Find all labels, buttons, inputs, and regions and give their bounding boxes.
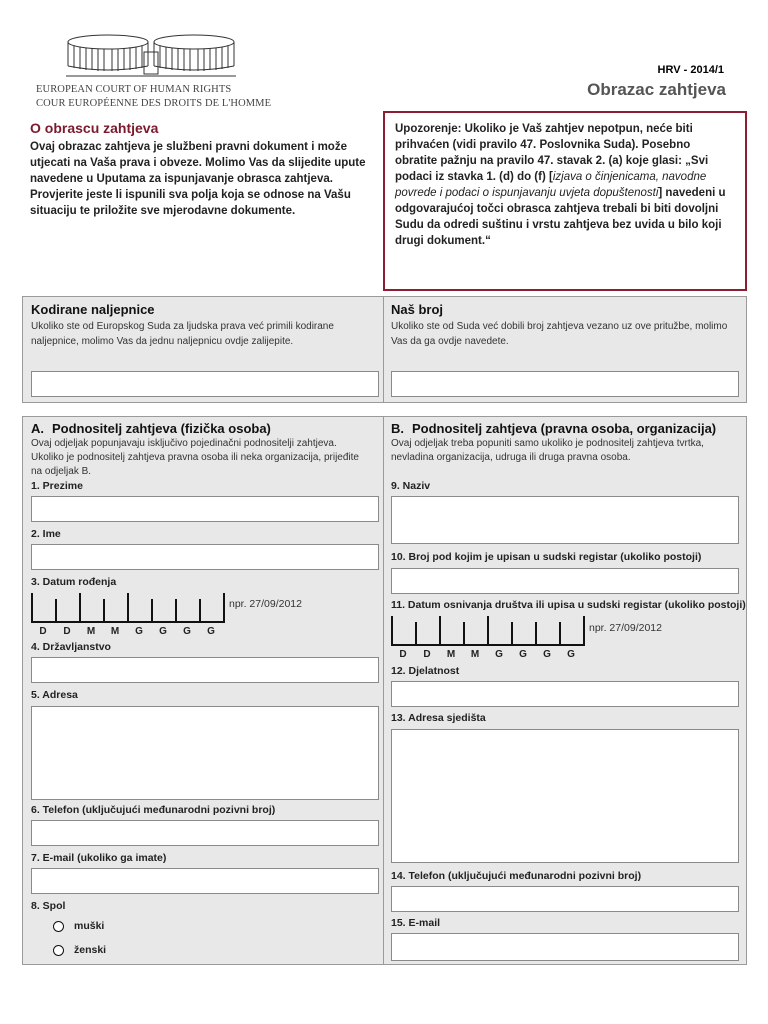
- birth-date-format: [31, 626, 223, 637]
- email-input[interactable]: [31, 868, 379, 894]
- about-form-text: Ovaj obrazac zahtjeva je službeni pravni dokument i može utjecati na Vaša prava i obveze. Molimo Vas da slijedite upute navedene u Uputama za ispunjavanje obrasca zahtjeva. Provjerite jeste li ispunili sva polja koja se odnose na Vašu situaciju te priložite sve mjerodavne dokumente.: [30, 141, 366, 217]
- founding-date-format: [391, 649, 583, 660]
- sex-option-male[interactable]: [53, 920, 104, 932]
- our-number-field[interactable]: [391, 371, 739, 397]
- phone-label: 6. Telefon (uključujući međunarodni pozivni broj): [31, 804, 276, 816]
- registry-number-label: 10. Broj pod kojim je upisan u sudski registar (ukoliko postoji): [391, 551, 702, 563]
- org-phone-label: 14. Telefon (uključujući međunarodni pozivni broj): [391, 870, 642, 882]
- date-cell-divider: [583, 616, 585, 646]
- date-format-letter: G: [207, 626, 215, 637]
- court-name-fr: COUR EUROPÉENNE DES DROITS DE L'HOMME: [36, 98, 272, 109]
- org-phone-input[interactable]: [391, 886, 739, 912]
- founding-date-label: 11. Datum osnivanja društva ili upisa u sudski registar (ukoliko postoji): [391, 599, 746, 611]
- phone-input[interactable]: [31, 820, 379, 846]
- date-format-letter: D: [39, 626, 47, 637]
- warning-text-end: ] navedeni u odgovarajućoj točci obrasca zahtjeva trebali bi biti dovoljni Sudu da odredi suštinu i vrstu zahtjeva bez uvida u bilo koji drugi dokument.“: [395, 187, 726, 247]
- activity-input[interactable]: [391, 681, 739, 707]
- date-format-letter: G: [567, 649, 575, 660]
- date-cell-divider: [391, 616, 393, 646]
- court-name-en: EUROPEAN COURT OF HUMAN RIGHTS: [36, 84, 232, 95]
- date-format-letter: G: [135, 626, 143, 637]
- form-code: HRV - 2014/1: [657, 64, 724, 76]
- radio-female[interactable]: [53, 945, 64, 956]
- sex-female-label: ženski: [74, 944, 107, 956]
- date-cell-divider: [487, 616, 489, 646]
- section-a-heading: [31, 421, 271, 436]
- form-title: Obrazac zahtjeva: [587, 80, 726, 99]
- registered-address-label: 13. Adresa sjedišta: [391, 712, 486, 724]
- nationality-input[interactable]: [31, 657, 379, 683]
- address-input[interactable]: [31, 706, 379, 800]
- date-format-letter: M: [86, 626, 96, 637]
- section-b-heading: [391, 421, 716, 436]
- org-name-input[interactable]: [391, 496, 739, 544]
- radio-male[interactable]: [53, 921, 64, 932]
- sex-label: 8. Spol: [31, 900, 66, 912]
- address-label: 5. Adresa: [31, 689, 78, 701]
- founding-date-example: npr. 27/09/2012: [589, 622, 662, 634]
- registry-number-input[interactable]: [391, 568, 739, 594]
- date-cell-divider: [559, 622, 561, 646]
- org-email-label: 15. E-mail: [391, 917, 441, 929]
- warning-box: [383, 111, 747, 291]
- date-format-letter: G: [543, 649, 551, 660]
- surname-input[interactable]: [31, 496, 379, 522]
- applicant-section: [22, 416, 747, 965]
- activity-label: 12. Djelatnost: [391, 665, 460, 677]
- coded-label-field[interactable]: [31, 371, 379, 397]
- warning-text-start: Upozorenje: Ukoliko je Vaš zahtjev nepotpun, neće biti prihvaćen (vidi pravilo 47. Poslovnika Suda). Posebno obratite pažnju na pravilo 47. stavak 2. (a) koje glasi: „Svi podaci iz stavka 1. (d) do (f) [: [395, 123, 709, 183]
- about-form-title: O obrascu zahtjeva: [30, 120, 159, 136]
- first-name-input[interactable]: [31, 544, 379, 570]
- registered-address-input[interactable]: [391, 729, 739, 863]
- date-format-letter: G: [159, 626, 167, 637]
- section-b-letter: B.: [391, 421, 404, 436]
- birth-date-input[interactable]: [31, 593, 225, 637]
- section-a-letter: A.: [31, 421, 44, 436]
- date-cell-divider: [151, 599, 153, 623]
- date-format-letter: G: [495, 649, 503, 660]
- date-format-letter: G: [183, 626, 191, 637]
- date-cell-divider: [415, 622, 417, 646]
- sex-option-female[interactable]: [53, 944, 106, 956]
- org-email-input[interactable]: [391, 933, 739, 961]
- our-number-note: Ukoliko ste od Suda već dobili broj zahtjeva vezano uz ove pritužbe, molimo Vas da ga ovdje navedete.: [391, 321, 728, 347]
- section-a-title: Podnositelj zahtjeva (fizička osoba): [52, 421, 271, 436]
- sex-male-label: muški: [74, 920, 105, 932]
- birth-date-label: 3. Datum rođenja: [31, 576, 117, 588]
- date-format-letter: D: [63, 626, 71, 637]
- date-cell-divider: [55, 599, 57, 623]
- court-logo: [28, 28, 278, 114]
- date-format-letter: M: [110, 626, 120, 637]
- date-cell-divider: [535, 622, 537, 646]
- section-a-note: Ovaj odjeljak popunjavaju isključivo pojedinačni podnositelji zahtjeva. Ukoliko je podnositelj zahtjeva pravna osoba ili neka organizacija, prijeđite na odjeljak B.: [31, 438, 359, 477]
- our-number-title: Naš broj: [391, 302, 444, 317]
- date-cell-divider: [463, 622, 465, 646]
- date-cell-divider: [439, 616, 441, 646]
- labels-section: [22, 296, 747, 403]
- court-building-icon: [66, 28, 236, 80]
- date-cell-divider: [175, 599, 177, 623]
- date-cell-divider: [223, 593, 225, 623]
- date-format-letter: D: [399, 649, 407, 660]
- date-cell-divider: [511, 622, 513, 646]
- org-name-label: 9. Naziv: [391, 480, 431, 492]
- date-cell-divider: [199, 599, 201, 623]
- date-cell-divider: [103, 599, 105, 623]
- coded-labels-note: Ukoliko ste od Europskog Suda za ljudska prava već primili kodirane naljepnice, molimo Vas da jednu naljepnicu ovdje zalijepite.: [31, 321, 334, 347]
- surname-label: 1. Prezime: [31, 480, 83, 492]
- warning-text-italic: izjava o činjenicama, navodne povrede i podaci o ispunjavanju uvjeta dopuštenosti: [395, 171, 707, 199]
- section-b-title: Podnositelj zahtjeva (pravna osoba, organizacija): [412, 421, 717, 436]
- date-cell-divider: [31, 593, 33, 623]
- date-cell-divider: [79, 593, 81, 623]
- first-name-label: 2. Ime: [31, 528, 61, 540]
- date-cell-divider: [127, 593, 129, 623]
- email-label: 7. E-mail (ukoliko ga imate): [31, 852, 167, 864]
- coded-labels-title: Kodirane naljepnice: [31, 302, 155, 317]
- date-format-letter: M: [470, 649, 480, 660]
- section-b-note: Ovaj odjeljak treba popuniti samo ukoliko je podnositelj zahtjeva tvrtka, nevladina organizacija, udruga ili druga pravna osoba.: [391, 438, 704, 463]
- date-format-letter: D: [423, 649, 431, 660]
- founding-date-input[interactable]: [391, 616, 585, 660]
- nationality-label: 4. Državljanstvo: [31, 641, 111, 653]
- date-format-letter: G: [519, 649, 527, 660]
- date-format-letter: M: [446, 649, 456, 660]
- birth-date-example: npr. 27/09/2012: [229, 598, 302, 610]
